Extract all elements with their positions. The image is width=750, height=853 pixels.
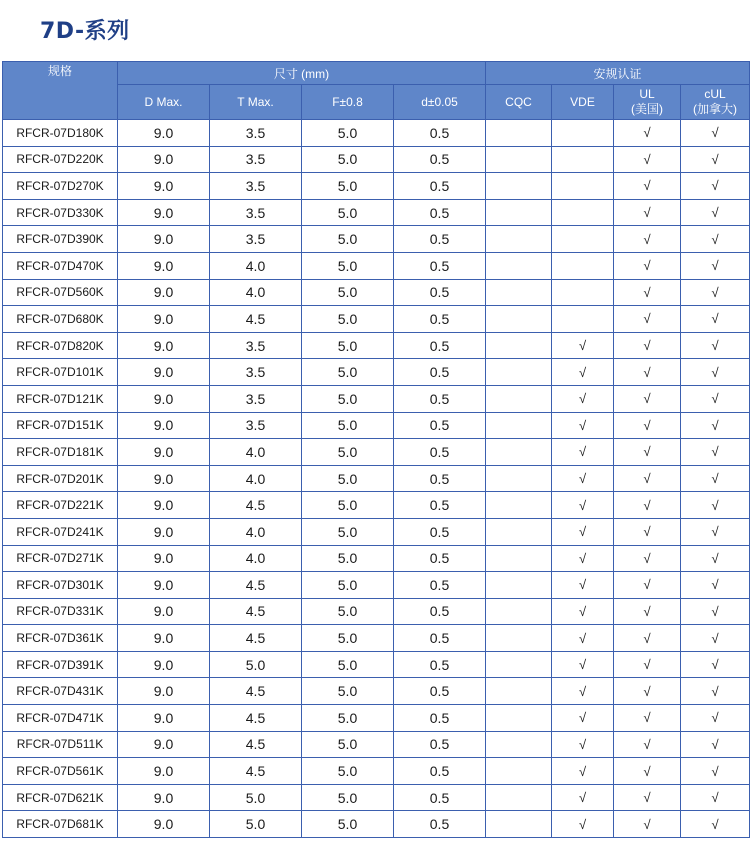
table-row — [3, 518, 750, 545]
cul-cell: √ — [681, 705, 750, 732]
vde-cell — [552, 120, 614, 147]
vde-cell: √ — [552, 465, 614, 492]
d-max-cell: 9.0 — [118, 252, 210, 279]
vde-cell: √ — [552, 572, 614, 599]
model-cell: RFCR-07D561K — [3, 758, 118, 785]
d-cell: 0.5 — [394, 598, 486, 625]
table-row — [3, 625, 750, 652]
ul-cell: √ — [614, 279, 681, 306]
ul-cell: √ — [614, 651, 681, 678]
d-cell: 0.5 — [394, 572, 486, 599]
vde-cell: √ — [552, 385, 614, 412]
cqc-cell — [486, 226, 552, 253]
d-max-cell: 9.0 — [118, 465, 210, 492]
f-cell: 5.0 — [302, 678, 394, 705]
t-max-cell: 4.0 — [210, 439, 302, 466]
cqc-cell — [486, 385, 552, 412]
d-cell: 0.5 — [394, 731, 486, 758]
model-cell: RFCR-07D470K — [3, 252, 118, 279]
cqc-cell — [486, 545, 552, 572]
vde-cell: √ — [552, 811, 614, 838]
f-cell: 5.0 — [302, 226, 394, 253]
cqc-cell — [486, 492, 552, 519]
vde-cell: √ — [552, 518, 614, 545]
d-cell: 0.5 — [394, 226, 486, 253]
table-row — [3, 705, 750, 732]
ul-cell: √ — [614, 173, 681, 200]
d-cell: 0.5 — [394, 306, 486, 333]
d-header: d±0.05 — [394, 85, 486, 120]
t-max-cell: 4.0 — [210, 545, 302, 572]
vde-cell: √ — [552, 678, 614, 705]
t-max-cell: 4.5 — [210, 731, 302, 758]
model-cell: RFCR-07D221K — [3, 492, 118, 519]
cul-cell: √ — [681, 120, 750, 147]
model-cell: RFCR-07D681K — [3, 811, 118, 838]
ul-cell: √ — [614, 306, 681, 333]
model-cell: RFCR-07D361K — [3, 625, 118, 652]
table-row — [3, 784, 750, 811]
d-max-cell: 9.0 — [118, 731, 210, 758]
ul-cell: √ — [614, 625, 681, 652]
table-row — [3, 385, 750, 412]
t-max-cell: 3.5 — [210, 385, 302, 412]
header-row-groups — [3, 62, 750, 85]
cqc-cell — [486, 252, 552, 279]
vde-cell — [552, 306, 614, 333]
table-row — [3, 731, 750, 758]
d-max-cell: 9.0 — [118, 279, 210, 306]
ul-cell: √ — [614, 811, 681, 838]
vde-cell: √ — [552, 731, 614, 758]
f-cell: 5.0 — [302, 572, 394, 599]
d-cell: 0.5 — [394, 811, 486, 838]
certification-group-header: 安规认证 — [486, 62, 750, 85]
cqc-cell — [486, 784, 552, 811]
model-cell: RFCR-07D471K — [3, 705, 118, 732]
t-max-cell: 5.0 — [210, 651, 302, 678]
table-row — [3, 678, 750, 705]
d-cell: 0.5 — [394, 332, 486, 359]
d-max-cell: 9.0 — [118, 811, 210, 838]
dimensions-group-header: 尺寸 (mm) — [118, 62, 486, 85]
cqc-cell — [486, 439, 552, 466]
cqc-cell — [486, 120, 552, 147]
d-cell: 0.5 — [394, 705, 486, 732]
table-row — [3, 146, 750, 173]
t-max-cell: 3.5 — [210, 359, 302, 386]
d-max-cell: 9.0 — [118, 173, 210, 200]
vde-cell — [552, 252, 614, 279]
model-cell: RFCR-07D121K — [3, 385, 118, 412]
cul-cell: √ — [681, 439, 750, 466]
f-cell: 5.0 — [302, 252, 394, 279]
t-max-cell: 3.5 — [210, 199, 302, 226]
page-title: 7D-系列 — [40, 19, 130, 44]
table-row — [3, 465, 750, 492]
cqc-cell — [486, 146, 552, 173]
table-row — [3, 492, 750, 519]
d-max-cell: 9.0 — [118, 678, 210, 705]
vde-cell: √ — [552, 758, 614, 785]
cqc-cell — [486, 651, 552, 678]
cqc-cell — [486, 731, 552, 758]
d-cell: 0.5 — [394, 146, 486, 173]
table-row — [3, 199, 750, 226]
f-cell: 5.0 — [302, 146, 394, 173]
cqc-cell — [486, 811, 552, 838]
f-cell: 5.0 — [302, 625, 394, 652]
cul-cell: √ — [681, 598, 750, 625]
table-row — [3, 412, 750, 439]
t-max-cell: 4.5 — [210, 758, 302, 785]
vde-cell: √ — [552, 651, 614, 678]
f-cell: 5.0 — [302, 173, 394, 200]
t-max-cell: 4.0 — [210, 279, 302, 306]
t-max-cell: 4.5 — [210, 492, 302, 519]
t-max-cell: 3.5 — [210, 332, 302, 359]
d-max-cell: 9.0 — [118, 332, 210, 359]
model-header: 规格 — [3, 62, 118, 120]
cul-cell: √ — [681, 252, 750, 279]
cul-cell: √ — [681, 784, 750, 811]
model-cell: RFCR-07D271K — [3, 545, 118, 572]
cul-cell: √ — [681, 811, 750, 838]
model-cell: RFCR-07D201K — [3, 465, 118, 492]
vde-header: VDE — [552, 85, 614, 120]
f-cell: 5.0 — [302, 332, 394, 359]
d-cell: 0.5 — [394, 518, 486, 545]
cqc-cell — [486, 199, 552, 226]
model-cell: RFCR-07D820K — [3, 332, 118, 359]
d-cell: 0.5 — [394, 252, 486, 279]
d-max-cell: 9.0 — [118, 146, 210, 173]
model-cell: RFCR-07D220K — [3, 146, 118, 173]
cqc-cell — [486, 518, 552, 545]
t-max-cell: 3.5 — [210, 412, 302, 439]
cul-cell: √ — [681, 731, 750, 758]
ul-cell: √ — [614, 784, 681, 811]
cul-cell: √ — [681, 465, 750, 492]
d-cell: 0.5 — [394, 120, 486, 147]
t-max-cell: 4.0 — [210, 252, 302, 279]
model-cell: RFCR-07D241K — [3, 518, 118, 545]
d-max-cell: 9.0 — [118, 758, 210, 785]
f-header: F±0.8 — [302, 85, 394, 120]
t-max-cell: 3.5 — [210, 120, 302, 147]
cqc-cell — [486, 625, 552, 652]
d-max-cell: 9.0 — [118, 572, 210, 599]
d-max-cell: 9.0 — [118, 625, 210, 652]
d-cell: 0.5 — [394, 545, 486, 572]
d-cell: 0.5 — [394, 678, 486, 705]
model-cell: RFCR-07D151K — [3, 412, 118, 439]
table-row — [3, 226, 750, 253]
t-max-cell: 4.5 — [210, 705, 302, 732]
ul-cell: √ — [614, 252, 681, 279]
d-max-cell: 9.0 — [118, 545, 210, 572]
ul-cell: √ — [614, 465, 681, 492]
table-row — [3, 811, 750, 838]
vde-cell — [552, 173, 614, 200]
f-cell: 5.0 — [302, 651, 394, 678]
f-cell: 5.0 — [302, 545, 394, 572]
t-max-cell: 3.5 — [210, 146, 302, 173]
vde-cell — [552, 226, 614, 253]
cqc-cell — [486, 279, 552, 306]
d-max-cell: 9.0 — [118, 199, 210, 226]
table-row — [3, 758, 750, 785]
d-max-cell: 9.0 — [118, 306, 210, 333]
f-cell: 5.0 — [302, 199, 394, 226]
ul-cell: √ — [614, 385, 681, 412]
model-cell: RFCR-07D331K — [3, 598, 118, 625]
ul-header — [614, 85, 681, 120]
d-cell: 0.5 — [394, 439, 486, 466]
table-row — [3, 545, 750, 572]
d-max-cell: 9.0 — [118, 651, 210, 678]
model-cell: RFCR-07D181K — [3, 439, 118, 466]
vde-cell — [552, 199, 614, 226]
table-row — [3, 306, 750, 333]
cul-cell: √ — [681, 518, 750, 545]
d-max-cell: 9.0 — [118, 518, 210, 545]
cqc-cell — [486, 173, 552, 200]
cqc-cell — [486, 598, 552, 625]
t-max-cell: 5.0 — [210, 784, 302, 811]
d-cell: 0.5 — [394, 465, 486, 492]
ul-cell: √ — [614, 518, 681, 545]
d-max-cell: 9.0 — [118, 598, 210, 625]
t-max-cell: 4.5 — [210, 598, 302, 625]
cul-cell: √ — [681, 625, 750, 652]
model-cell: RFCR-07D390K — [3, 226, 118, 253]
cqc-cell — [486, 758, 552, 785]
t-max-cell: 3.5 — [210, 173, 302, 200]
cul-cell: √ — [681, 545, 750, 572]
cul-cell: √ — [681, 651, 750, 678]
ul-cell: √ — [614, 731, 681, 758]
table-row — [3, 252, 750, 279]
vde-cell: √ — [552, 332, 614, 359]
d-max-cell: 9.0 — [118, 359, 210, 386]
vde-cell: √ — [552, 784, 614, 811]
f-cell: 5.0 — [302, 120, 394, 147]
ul-cell: √ — [614, 705, 681, 732]
model-cell: RFCR-07D180K — [3, 120, 118, 147]
cul-header — [681, 85, 750, 120]
ul-cell: √ — [614, 678, 681, 705]
ul-cell: √ — [614, 545, 681, 572]
spec-table-body — [3, 120, 750, 838]
f-cell: 5.0 — [302, 518, 394, 545]
table-row — [3, 332, 750, 359]
vde-cell: √ — [552, 492, 614, 519]
cul-cell: √ — [681, 146, 750, 173]
vde-cell — [552, 146, 614, 173]
table-row — [3, 120, 750, 147]
d-max-cell: 9.0 — [118, 120, 210, 147]
d-cell: 0.5 — [394, 359, 486, 386]
ul-header-note: (美国) — [631, 102, 664, 116]
cul-cell: √ — [681, 359, 750, 386]
f-cell: 5.0 — [302, 306, 394, 333]
d-cell: 0.5 — [394, 199, 486, 226]
t-max-cell: 4.5 — [210, 625, 302, 652]
ul-cell: √ — [614, 439, 681, 466]
f-cell: 5.0 — [302, 412, 394, 439]
vde-cell: √ — [552, 705, 614, 732]
d-cell: 0.5 — [394, 651, 486, 678]
table-row — [3, 651, 750, 678]
vde-cell: √ — [552, 412, 614, 439]
d-cell: 0.5 — [394, 784, 486, 811]
f-cell: 5.0 — [302, 705, 394, 732]
vde-cell: √ — [552, 359, 614, 386]
d-max-cell: 9.0 — [118, 784, 210, 811]
t-max-cell: 4.0 — [210, 465, 302, 492]
vde-cell: √ — [552, 625, 614, 652]
vde-cell: √ — [552, 598, 614, 625]
ul-cell: √ — [614, 332, 681, 359]
table-row — [3, 439, 750, 466]
d-max-cell: 9.0 — [118, 412, 210, 439]
table-row — [3, 279, 750, 306]
f-cell: 5.0 — [302, 385, 394, 412]
ul-cell: √ — [614, 199, 681, 226]
model-cell: RFCR-07D101K — [3, 359, 118, 386]
cul-cell: √ — [681, 492, 750, 519]
cul-cell: √ — [681, 173, 750, 200]
cul-header-label: cUL — [704, 87, 726, 101]
d-cell: 0.5 — [394, 279, 486, 306]
model-cell: RFCR-07D391K — [3, 651, 118, 678]
cul-cell: √ — [681, 226, 750, 253]
f-cell: 5.0 — [302, 784, 394, 811]
d-cell: 0.5 — [394, 412, 486, 439]
ul-cell: √ — [614, 492, 681, 519]
t-max-cell: 5.0 — [210, 811, 302, 838]
ul-cell: √ — [614, 146, 681, 173]
f-cell: 5.0 — [302, 279, 394, 306]
t-max-cell: 4.0 — [210, 518, 302, 545]
vde-cell: √ — [552, 439, 614, 466]
spec-table — [2, 61, 750, 838]
ul-cell: √ — [614, 598, 681, 625]
cul-cell: √ — [681, 412, 750, 439]
d-max-cell: 9.0 — [118, 226, 210, 253]
f-cell: 5.0 — [302, 465, 394, 492]
t-max-header: T Max. — [210, 85, 302, 120]
f-cell: 5.0 — [302, 811, 394, 838]
cul-cell: √ — [681, 332, 750, 359]
d-max-cell: 9.0 — [118, 439, 210, 466]
cul-cell: √ — [681, 199, 750, 226]
cul-cell: √ — [681, 385, 750, 412]
f-cell: 5.0 — [302, 731, 394, 758]
d-cell: 0.5 — [394, 625, 486, 652]
cul-cell: √ — [681, 758, 750, 785]
f-cell: 5.0 — [302, 439, 394, 466]
d-cell: 0.5 — [394, 492, 486, 519]
model-cell: RFCR-07D511K — [3, 731, 118, 758]
t-max-cell: 3.5 — [210, 226, 302, 253]
cqc-cell — [486, 678, 552, 705]
t-max-cell: 4.5 — [210, 306, 302, 333]
d-max-header: D Max. — [118, 85, 210, 120]
d-max-cell: 9.0 — [118, 492, 210, 519]
model-cell: RFCR-07D560K — [3, 279, 118, 306]
cul-cell: √ — [681, 572, 750, 599]
table-row — [3, 359, 750, 386]
cqc-cell — [486, 572, 552, 599]
model-cell: RFCR-07D431K — [3, 678, 118, 705]
table-row — [3, 598, 750, 625]
f-cell: 5.0 — [302, 359, 394, 386]
model-cell: RFCR-07D330K — [3, 199, 118, 226]
cqc-cell — [486, 332, 552, 359]
cqc-cell — [486, 306, 552, 333]
f-cell: 5.0 — [302, 492, 394, 519]
cul-header-note: (加拿大) — [693, 102, 738, 116]
vde-cell — [552, 279, 614, 306]
d-cell: 0.5 — [394, 758, 486, 785]
d-max-cell: 9.0 — [118, 705, 210, 732]
cul-cell: √ — [681, 678, 750, 705]
model-cell: RFCR-07D301K — [3, 572, 118, 599]
cul-cell: √ — [681, 306, 750, 333]
ul-header-label: UL — [639, 87, 655, 101]
cqc-cell — [486, 705, 552, 732]
t-max-cell: 4.5 — [210, 678, 302, 705]
ul-cell: √ — [614, 572, 681, 599]
d-cell: 0.5 — [394, 173, 486, 200]
ul-cell: √ — [614, 758, 681, 785]
ul-cell: √ — [614, 359, 681, 386]
model-cell: RFCR-07D270K — [3, 173, 118, 200]
cqc-cell — [486, 359, 552, 386]
ul-cell: √ — [614, 226, 681, 253]
table-row — [3, 173, 750, 200]
cqc-cell — [486, 465, 552, 492]
d-max-cell: 9.0 — [118, 385, 210, 412]
f-cell: 5.0 — [302, 758, 394, 785]
model-cell: RFCR-07D621K — [3, 784, 118, 811]
ul-cell: √ — [614, 120, 681, 147]
d-cell: 0.5 — [394, 385, 486, 412]
model-cell: RFCR-07D680K — [3, 306, 118, 333]
cul-cell: √ — [681, 279, 750, 306]
cqc-cell — [486, 412, 552, 439]
vde-cell: √ — [552, 545, 614, 572]
table-row — [3, 572, 750, 599]
f-cell: 5.0 — [302, 598, 394, 625]
t-max-cell: 4.5 — [210, 572, 302, 599]
ul-cell: √ — [614, 412, 681, 439]
cqc-header: CQC — [486, 85, 552, 120]
